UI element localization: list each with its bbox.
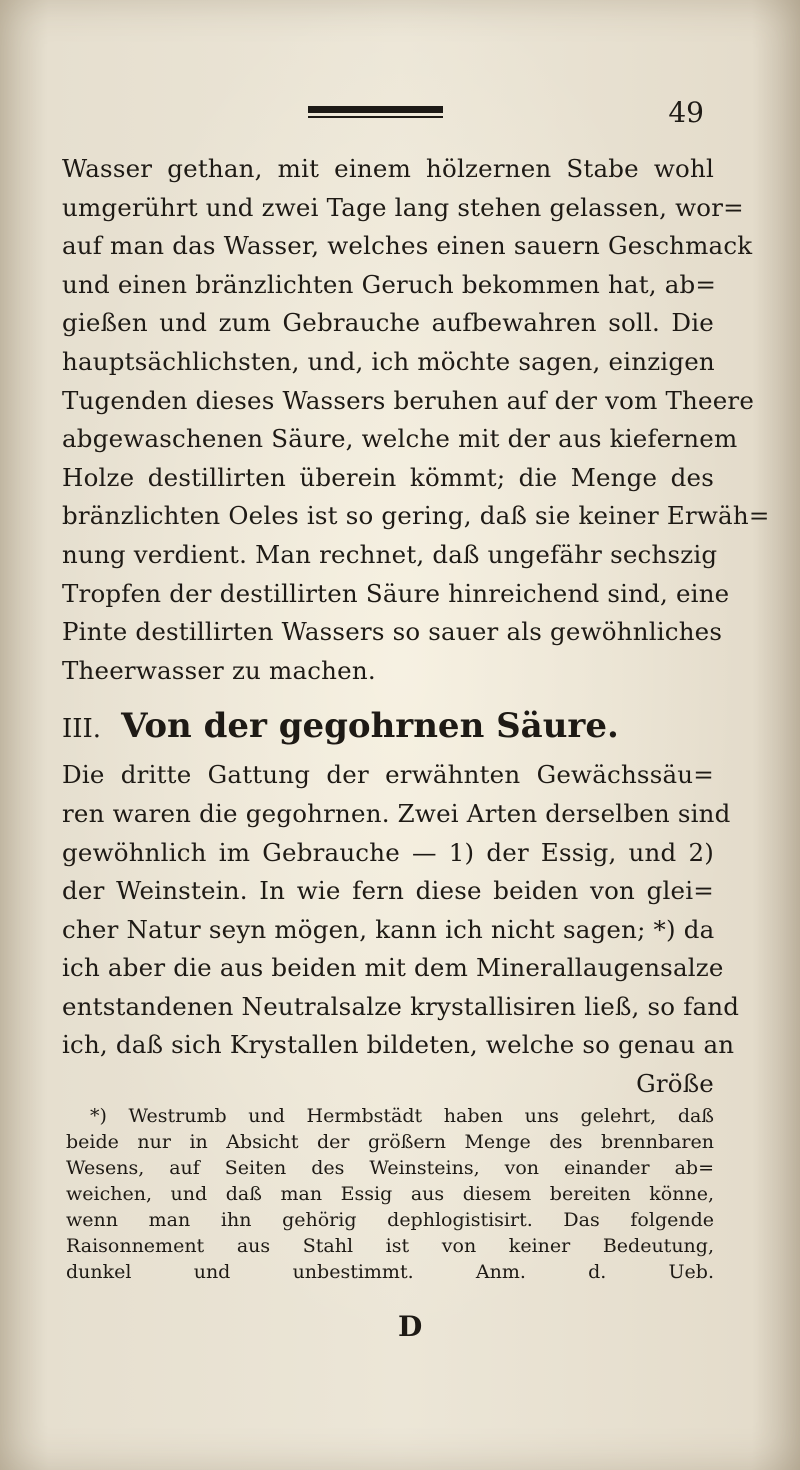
text-line: nung verdient. Man rechnet, daß ungefähr sechszig [62, 539, 718, 569]
text-line: cher Natur seyn mögen, kann ich nicht sagen; *) da [62, 914, 715, 944]
text-line: Pinte destillirten Wassers so sauer als gewöhnliches [62, 617, 723, 647]
footnote-line: dunkel und unbestimmt. Anm. d. Ueb. [66, 1261, 714, 1283]
catchword: Größe [636, 1069, 714, 1099]
header-rule [308, 106, 443, 118]
text-line: auf man das Wasser, welches einen sauern Geschmack [62, 231, 753, 261]
text-line: ich, daß sich Krystallen bildeten, welche so genau an [62, 1030, 735, 1060]
footnote-line: weichen, und daß man Essig aus diesem bereiten könne, [66, 1183, 714, 1205]
text-line: entstandenen Neutralsalze krystallisiren ließ, so fand [62, 991, 740, 1021]
section-number: III. [62, 714, 102, 745]
text-line: umgerührt und zwei Tage lang stehen gelassen, wor= [62, 192, 744, 222]
text-line: ich aber die aus beiden mit dem Minerallaugensalze [62, 953, 724, 983]
text-line: Tropfen der destillirten Säure hinreichend sind, eine [62, 578, 730, 608]
text-line: abgewaschenen Säure, welche mit der aus kiefernem [62, 424, 738, 454]
section-title: Von der gegohrnen Säure. [121, 706, 619, 747]
text-line: hauptsächlichsten, und, ich möchte sagen, einzigen [62, 346, 715, 376]
footnote-line: beide nur in Absicht der größern Menge des brennbaren [66, 1131, 714, 1153]
text-line: Wasser gethan, mit einem hölzernen Stabe wohl [62, 154, 714, 183]
signature-mark: D [398, 1310, 423, 1343]
footnote [66, 1103, 714, 1285]
text-line: gießen und zum Gebrauche aufbewahren soll. Die [62, 308, 714, 338]
header-rule-thin [308, 116, 443, 118]
text-line: ren waren die gegohrnen. Zwei Arten derselben sind [62, 798, 731, 828]
header-rule-thick [308, 106, 443, 113]
page-number: 49 [668, 96, 704, 129]
footnote-line: *) Westrumb und Hermbstädt haben uns gelehrt, daß [90, 1105, 714, 1127]
footnote-line: Wesens, auf Seiten des Weinsteins, von einander ab= [66, 1157, 714, 1179]
main-text [62, 150, 770, 1104]
text-line: bränzlichten Oeles ist so gering, daß sie keiner Erwäh= [62, 501, 770, 531]
text-line: Holze destillirten überein kömmt; die Menge des [62, 462, 714, 492]
footnote-line: wenn man ihn gehörig dephlogistisirt. Das folgende [66, 1209, 714, 1231]
text-line: und einen bränzlichten Geruch bekommen hat, ab= [62, 269, 717, 299]
text-line: gewöhnlich im Gebrauche — 1) der Essig, und 2) [62, 837, 714, 867]
text-line: der Weinstein. In wie fern diese beiden von glei= [62, 876, 714, 906]
text-line: Theerwasser zu machen. [62, 655, 376, 685]
text-line: Tugenden dieses Wassers beruhen auf der vom Theere [62, 385, 755, 415]
footnote-line: Raisonnement aus Stahl ist von keiner Bedeutung, [66, 1235, 714, 1257]
text-line: Die dritte Gattung der erwähnten Gewächssäu= [62, 760, 714, 790]
section-heading [62, 698, 714, 754]
